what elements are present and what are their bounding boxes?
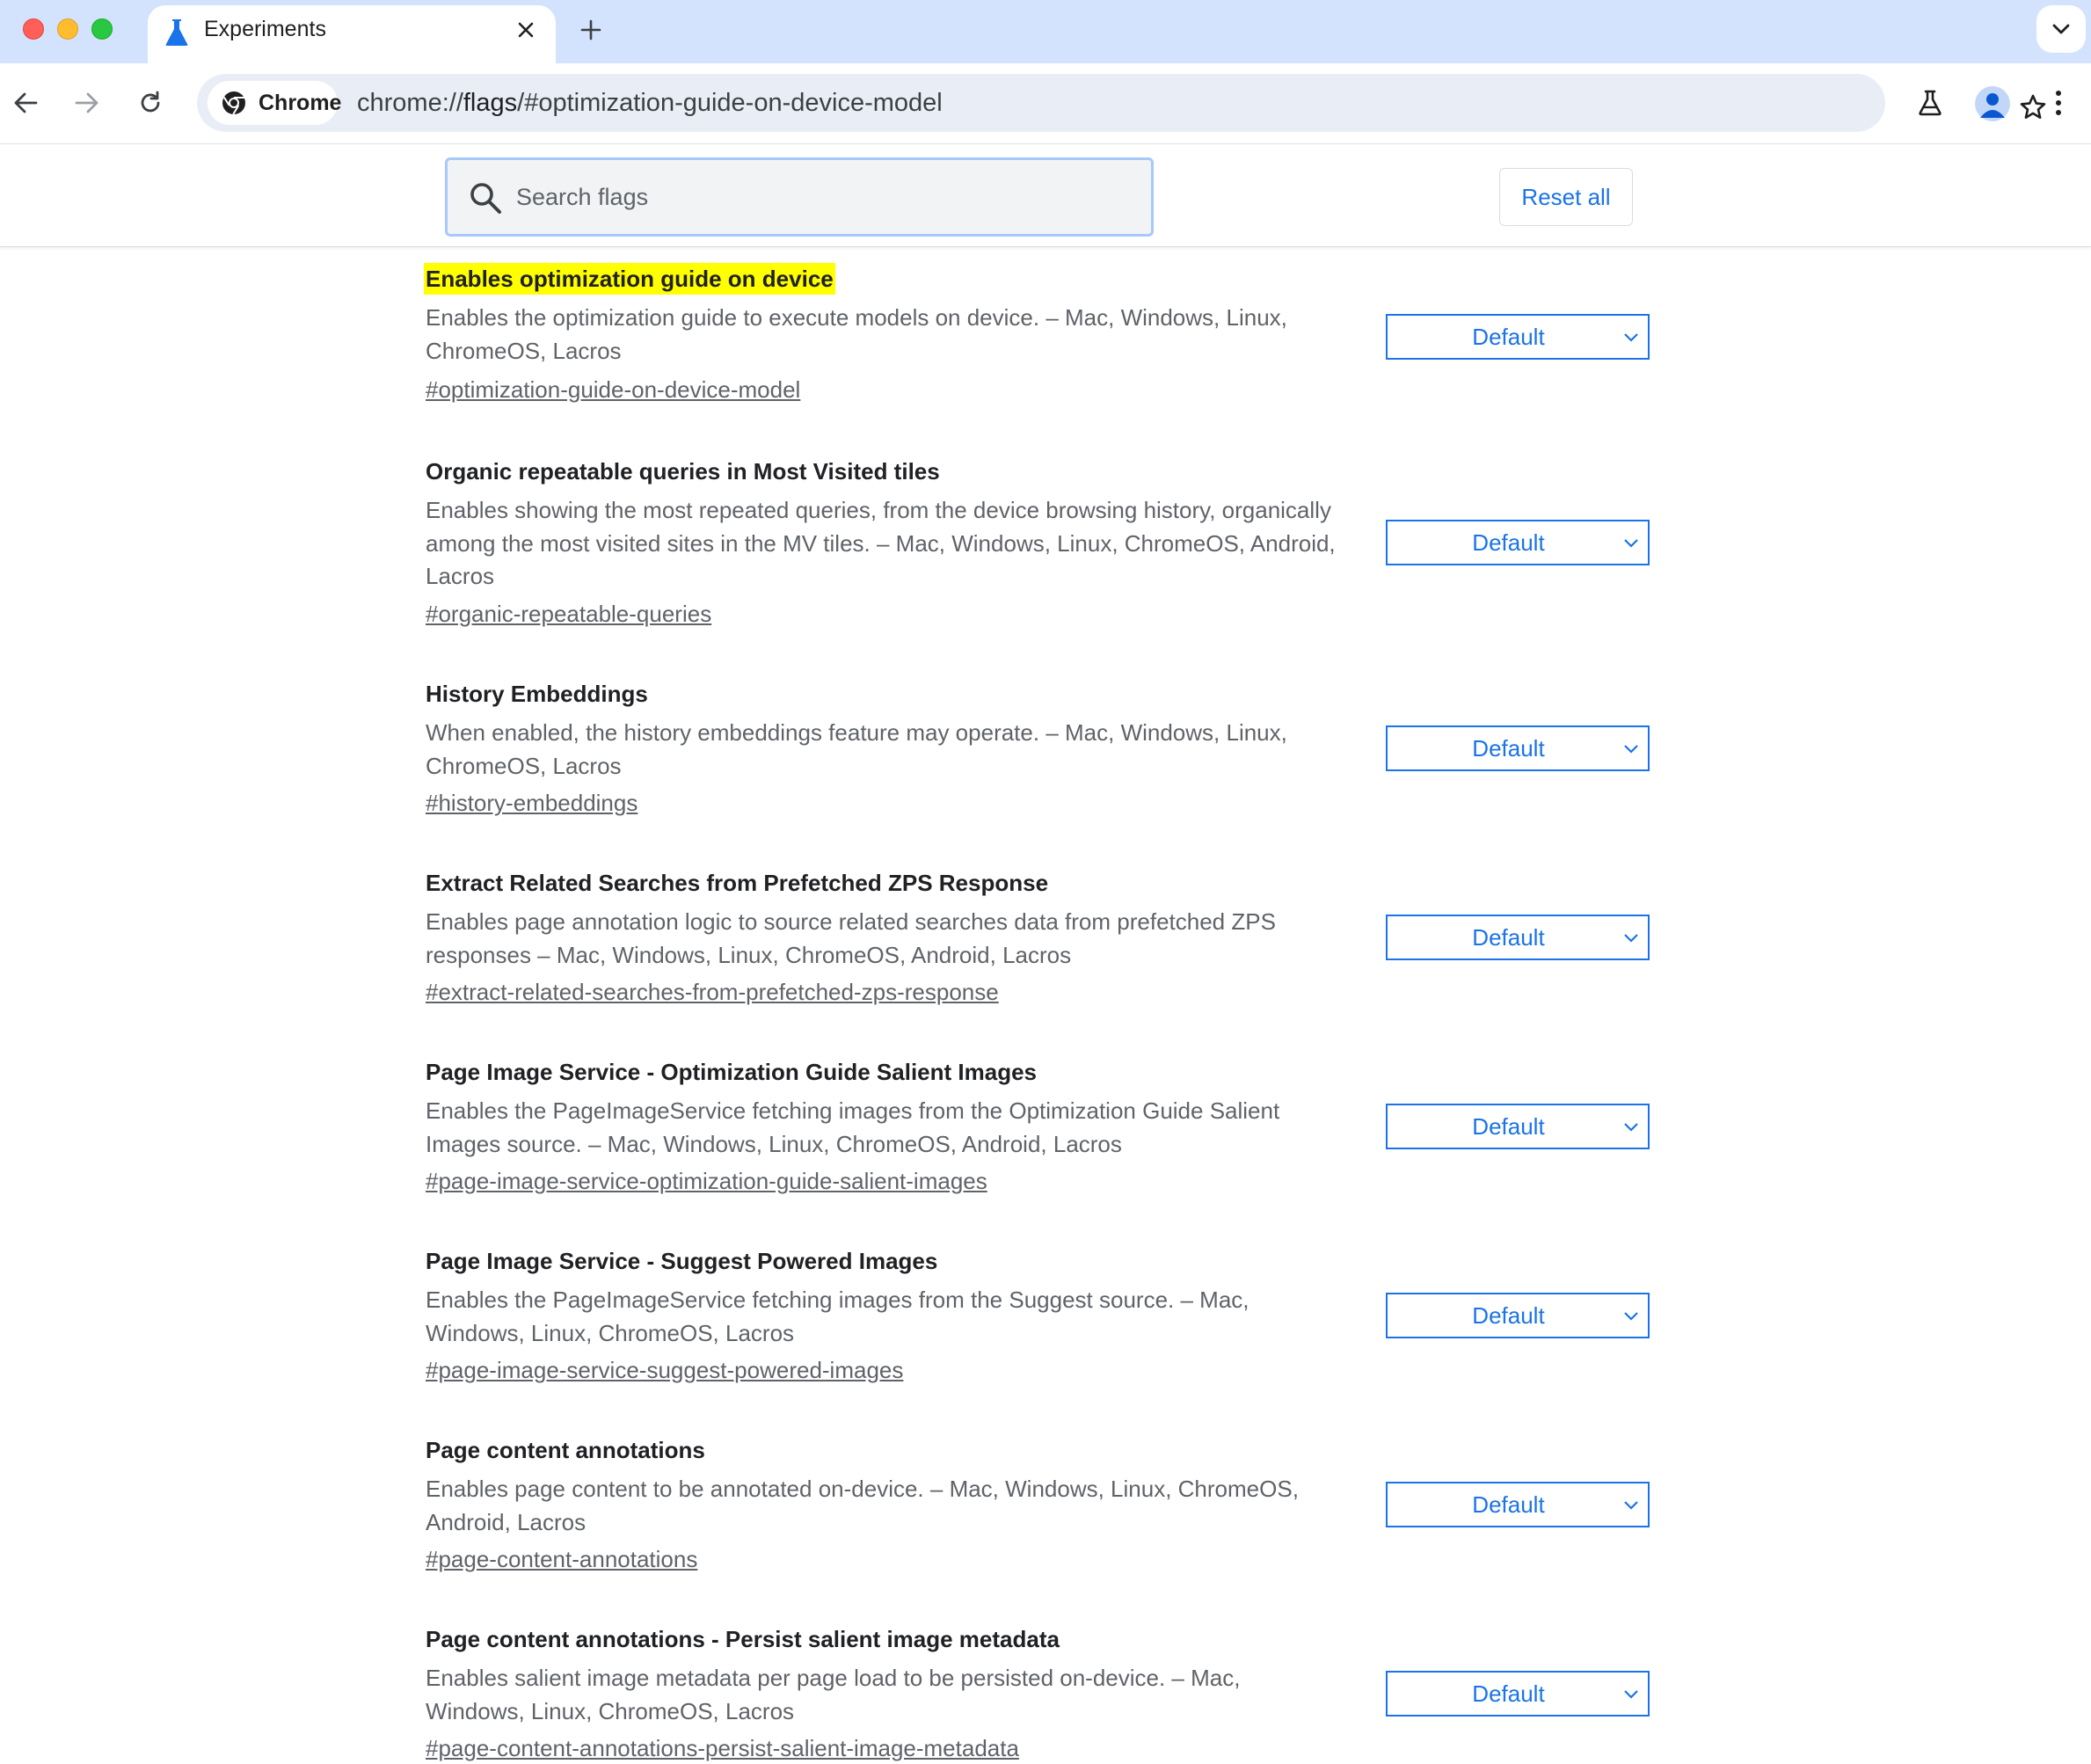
url-text[interactable] <box>357 89 943 118</box>
experiment-title: Extract Related Searches from Prefetched ZPS Response <box>426 870 1049 896</box>
menu-button[interactable] <box>2038 83 2079 123</box>
experiment-title: History Embeddings <box>426 681 648 707</box>
chevron-down-icon <box>2052 23 2070 35</box>
chevron-down-icon <box>1623 929 1639 945</box>
window-close-button[interactable] <box>23 18 44 40</box>
select-value: Default <box>1472 735 1545 762</box>
experiment-link[interactable]: #page-image-service-suggest-powered-images <box>426 1357 904 1383</box>
window-zoom-button[interactable] <box>91 18 113 40</box>
select-value: Default <box>1472 924 1545 951</box>
experiment-link[interactable]: #page-content-annotations-persist-salient-image-metadata <box>426 1735 1019 1761</box>
experiment-select[interactable] <box>1386 1104 1650 1149</box>
experiment-select[interactable] <box>1386 1482 1650 1527</box>
experiment-select[interactable] <box>1386 520 1650 565</box>
chrome-icon <box>222 91 246 115</box>
chevron-down-icon <box>1623 1686 1639 1702</box>
profile-avatar[interactable] <box>1975 86 2010 121</box>
experiment-description: Enables page content to be annotated on-device. – Mac, Windows, Linux, ChromeOS, Android, Lacros <box>426 1476 1299 1535</box>
experiment-description: Enables showing the most repeated queries, from the device browsing history, organically among the most visited sites in the MV tiles. – Mac, Windows, Linux, ChromeOS, Android, Lacros <box>426 497 1336 589</box>
search-icon <box>469 181 502 215</box>
chevron-down-icon <box>1623 1308 1639 1323</box>
toolbar <box>0 63 2091 144</box>
person-icon <box>1975 86 2010 121</box>
select-value: Default <box>1472 529 1545 556</box>
experiment-link[interactable]: #organic-repeatable-queries <box>426 601 712 627</box>
window-minimize-button[interactable] <box>57 18 78 40</box>
experiment-title: Page Image Service - Optimization Guide Salient Images <box>426 1059 1037 1085</box>
experiment-link[interactable]: #extract-related-searches-from-prefetched-zps-response <box>426 979 999 1005</box>
flags-header <box>0 145 2091 247</box>
site-chip-label: Chrome <box>259 91 342 115</box>
tab-search-button[interactable] <box>2036 5 2086 53</box>
experiment-title: Page content annotations - Persist salient image metadata <box>426 1626 1060 1652</box>
chevron-down-icon <box>1623 1497 1639 1513</box>
reload-icon <box>138 91 163 115</box>
select-value: Default <box>1472 324 1545 350</box>
select-value: Default <box>1472 1491 1545 1518</box>
experiment-description: Enables salient image metadata per page load to be persisted on-device. – Mac, Windows, Linux, ChromeOS, Lacros <box>426 1665 1241 1724</box>
experiment-link[interactable]: #page-content-annotations <box>426 1546 698 1572</box>
experiment-description: Enables the optimization guide to execute models on device. – Mac, Windows, Linux, ChromeOS, Lacros <box>426 304 1287 364</box>
select-value: Default <box>1472 1113 1545 1140</box>
experiment-select[interactable] <box>1386 1293 1650 1338</box>
experiment-title: Page content annotations <box>426 1437 705 1463</box>
back-button[interactable] <box>5 83 46 123</box>
experiment-select[interactable] <box>1386 314 1650 360</box>
experiment-link[interactable]: #history-embeddings <box>426 790 638 816</box>
experiment-description: Enables page annotation logic to source related searches data from prefetched ZPS responses – Mac, Windows, Linux, ChromeOS, Android, Lacros <box>426 908 1276 968</box>
close-icon <box>518 22 534 38</box>
experiment-select[interactable] <box>1386 915 1650 960</box>
tab-close-button[interactable] <box>510 14 542 46</box>
site-info-chip[interactable] <box>208 81 342 125</box>
chevron-down-icon <box>1623 1119 1639 1134</box>
experiment-description: Enables the PageImageService fetching images from the Suggest source. – Mac, Windows, Linux, ChromeOS, Lacros <box>426 1287 1250 1346</box>
select-value: Default <box>1472 1302 1545 1329</box>
chevron-down-icon <box>1623 535 1639 550</box>
reset-all-button[interactable]: Reset all <box>1499 168 1633 226</box>
more-vertical-icon <box>2055 90 2062 116</box>
chevron-down-icon <box>1623 329 1639 345</box>
forward-button[interactable] <box>67 83 107 123</box>
arrow-right-icon <box>75 91 99 115</box>
experiment-description: When enabled, the history embeddings feature may operate. – Mac, Windows, Linux, ChromeOS, Lacros <box>426 719 1287 779</box>
arrow-left-icon <box>13 91 38 115</box>
new-tab-button[interactable] <box>573 12 608 47</box>
select-value: Default <box>1472 1680 1545 1707</box>
tab-title: Experiments <box>204 17 326 41</box>
search-flags-input[interactable] <box>516 178 1132 216</box>
experiment-select[interactable] <box>1386 1671 1650 1717</box>
experiment-title: Enables optimization guide on device <box>424 263 835 295</box>
url-host: flags <box>463 89 518 117</box>
flask-icon <box>164 18 190 47</box>
experiment-title: Page Image Service - Suggest Powered Images <box>426 1248 938 1274</box>
labs-button[interactable] <box>1910 83 1950 123</box>
experiment-description: Enables the PageImageService fetching images from the Optimization Guide Salient Images source. – Mac, Windows, Linux, ChromeOS, Android, Lacros <box>426 1097 1280 1157</box>
flask-icon <box>1918 90 1942 116</box>
address-bar[interactable] <box>197 74 1885 132</box>
experiment-select[interactable] <box>1386 725 1650 771</box>
experiment-link[interactable]: #optimization-guide-on-device-model <box>426 376 801 403</box>
url-path: /#optimization-guide-on-device-model <box>517 89 943 117</box>
search-box[interactable] <box>445 157 1154 237</box>
chevron-down-icon <box>1623 740 1639 756</box>
reload-button[interactable] <box>130 83 171 123</box>
tab-strip <box>0 0 2091 63</box>
experiment-link[interactable]: #page-image-service-optimization-guide-salient-images <box>426 1168 987 1194</box>
experiment-title: Organic repeatable queries in Most Visited tiles <box>426 458 940 485</box>
tab-experiments[interactable] <box>148 5 556 63</box>
plus-icon <box>581 20 601 40</box>
url-scheme: chrome:// <box>357 89 463 117</box>
